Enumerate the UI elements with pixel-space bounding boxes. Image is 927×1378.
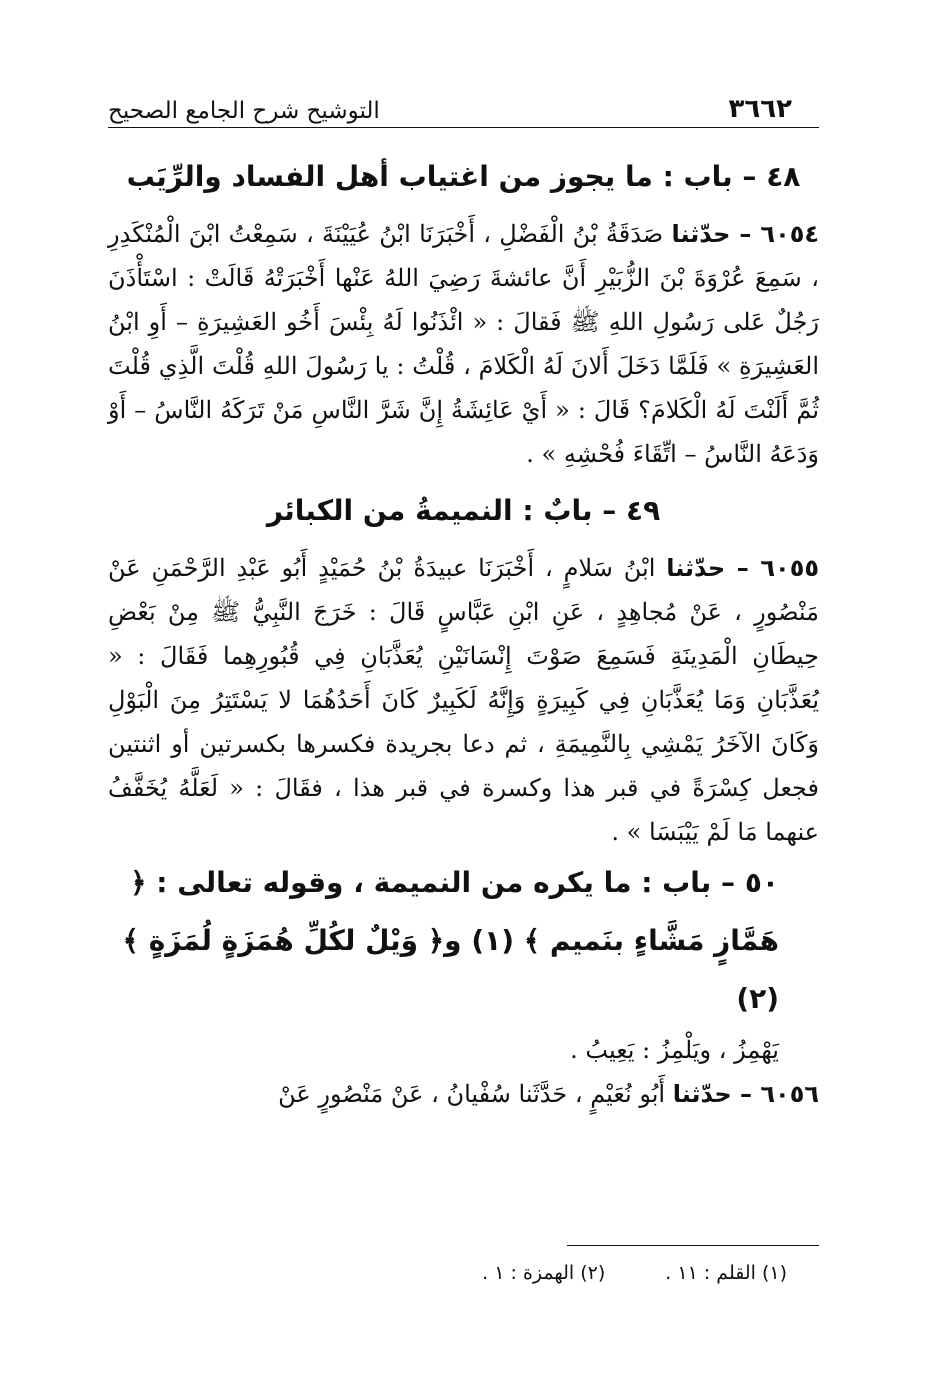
book-title: التوشيح شرح الجامع الصحيح xyxy=(108,98,380,124)
hadith-6054 xyxy=(108,212,819,476)
chapter-heading-50: ٥٠ – باب : ما يكره من النميمة ، وقوله تعالى : ﴿ هَمَّازٍ مَشَّاءٍ بنَميم ﴾ (١) و﴿ وَيْلٌ لكُلِّ هُمَزَةٍ لُمَزَةٍ ﴾ (٢) xyxy=(122,866,779,1015)
footnote-1: (١) القلم : ١١ . xyxy=(665,1262,787,1284)
footnote-2: (٢) الهمزة : ١ . xyxy=(482,1262,606,1284)
footnotes xyxy=(300,1262,787,1284)
page-header xyxy=(108,80,792,124)
footnote-rule xyxy=(567,1245,819,1246)
chapter-heading-49: ٤٩ – بابٌ : النميمةُ من الكبائر xyxy=(266,494,661,527)
page-body xyxy=(108,142,819,1116)
hadith-lead: ٦٠٥٥ – حدّثنا xyxy=(666,554,819,582)
hadith-lead: ٦٠٥٤ – حدّثنا xyxy=(671,220,820,248)
hadith-text: أَبُو نُعَيْمٍ ، حَدَّثَنا سُفْيانُ ، عَنْ مَنْصُورٍ عَنْ xyxy=(278,1080,666,1108)
gloss-note: يَهْمِزُ ، ويَلْمِزُ : يَعِيبُ . xyxy=(570,1036,779,1064)
hadith-6055 xyxy=(108,546,819,854)
hadith-text: صَدَقَةُ بْنُ الْفَضْلِ ، أَخْبَرَنَا ابْنُ عُيَيْنَةَ ، سَمِعْتُ ابْنَ الْمُنْكَدِرِ ، سَمِعَ عُرْوَةَ بْنَ الزُّبَيْرِ أَنَّ عائشةَ رَضِيَ اللهُ عَنْها أَخْبَرَتْهُ قَالَتْ : اسْتَأْذَنَ رَجُلٌ عَلى رَسُولِ اللهِ ﷺ فَقالَ : « ائْذَنُوا لَهُ بِئْسَ أَخُو العَشِيرَةِ – أَوِ ابْنُ العَشِيرَةِ » فَلَمَّا دَخَلَ أَلانَ لَهُ الْكَلامَ ، قُلْتُ : يا رَسُولَ اللهِ قُلْتَ الَّذِي قُلْتَ ثُمَّ أَلَنْتَ لَهُ الْكَلامَ؟ قَالَ : « أَيْ عَائِشَةُ إِنَّ شَرَّ النَّاسِ مَنْ تَرَكَهُ النَّاسُ – أَوْ وَدَعَهُ النَّاسُ – اتِّقَاءَ فُحْشِهِ » . xyxy=(108,220,820,468)
hadith-text: ابْنُ سَلامٍ ، أَخْبَرَنَا عبيدَةُ بْنُ حُمَيْدٍ أَبُو عَبْدِ الرَّحْمَنِ عَنْ مَنْصُورٍ ، عَنْ مُجاهِدٍ ، عَنِ ابْنِ عَبَّاسٍ قَالَ : خَرَجَ النَّبِيُّ ﷺ مِنْ بَعْضِ حِيطَانِ الْمَدِينَةِ فَسَمِعَ صَوْتَ إِنْسَانَيْنِ يُعَذَّبَانِ فِي قُبُورِهِما فَقَالَ : « يُعَذَّبَانِ وَمَا يُعَذَّبَانِ فِي كَبِيرَةٍ وَإِنَّهُ لَكَبِيرٌ كَانَ أَحَدُهُمَا لا يَسْتَتِرُ مِنَ الْبَوْلِ وَكَانَ الآخَرُ يَمْشِي بِالنَّمِيمَةِ ، ثم دعا بجريدة فكسرها بكسرتين أو اثنتين فجعل كِسْرَةً في قبر هذا وكسرة في قبر هذا ، فقَالَ : « لَعَلَّهُ يُخَفَّفُ عنهما مَا لَمْ يَيْبَسَا » . xyxy=(108,554,819,846)
chapter-heading-48: ٤٨ – باب : ما يجوز من اغتياب أهل الفساد والرِّيَب xyxy=(126,160,801,193)
hadith-6056 xyxy=(108,1072,819,1116)
hadith-lead: ٦٠٥٦ – حدّثنا xyxy=(672,1080,819,1108)
page-number: ٣٦٦٢ xyxy=(728,94,792,124)
header-rule xyxy=(108,127,819,128)
